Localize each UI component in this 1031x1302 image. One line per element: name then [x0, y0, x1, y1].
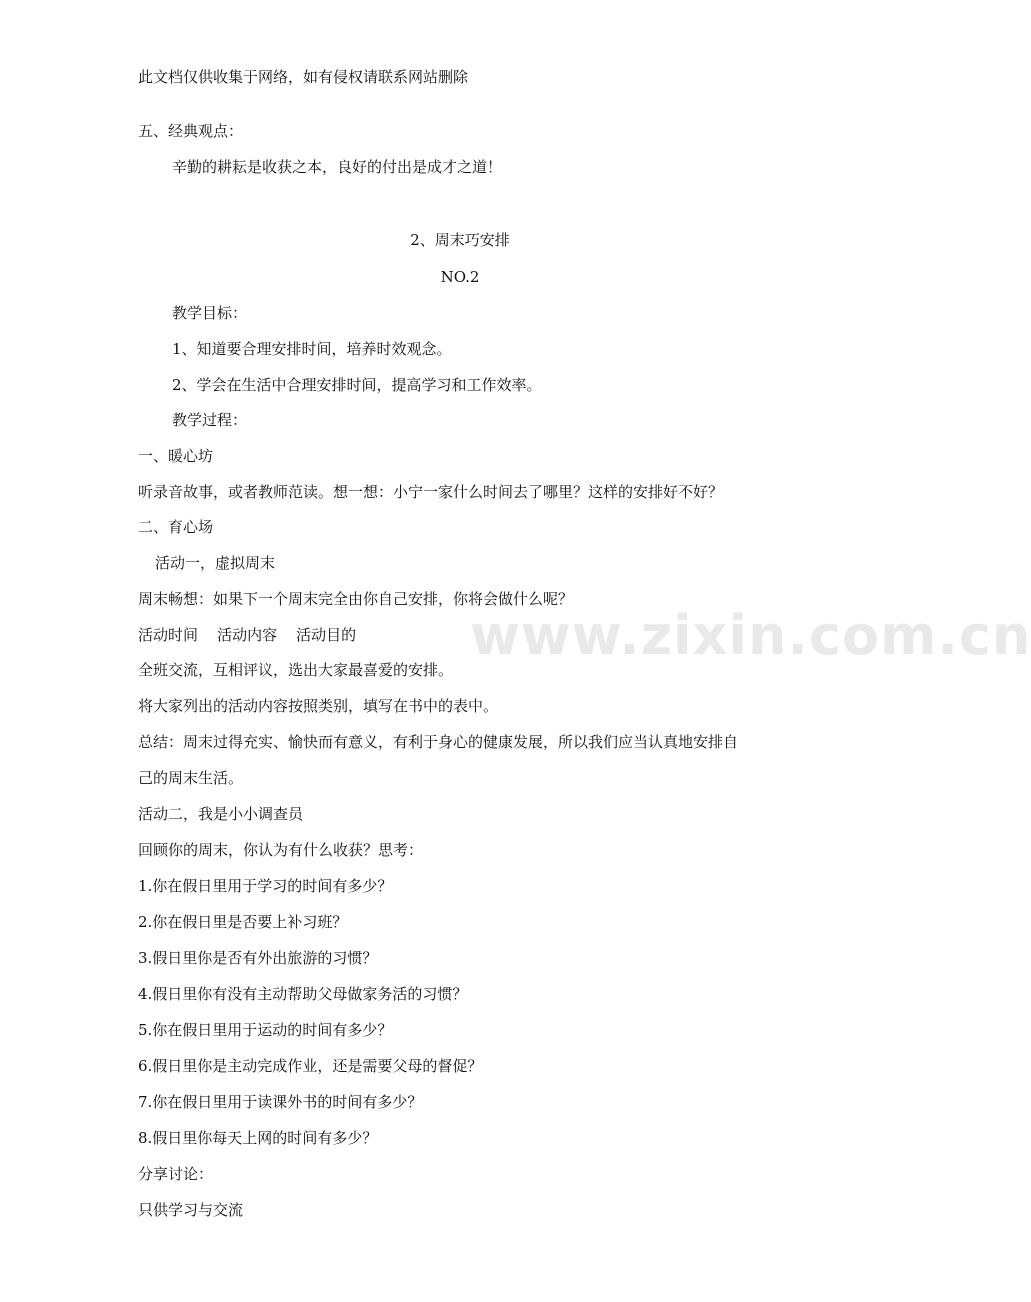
section5-quote: 辛勤的耕耘是收获之本，良好的付出是成才之道！ [172, 158, 503, 176]
header-notice: 此文档仅供收集于网络，如有侵权请联系网站删除 [138, 68, 469, 86]
discussion-label: 分享讨论： [138, 1165, 214, 1183]
exchange-text: 全班交流，互相评议，选出大家最喜爱的安排。 [138, 661, 454, 679]
question-item: 1.你在假日里用于学习的时间有多少？ [138, 877, 393, 895]
goal-item: 1、知道要合理安排时间，培养时效观念。 [172, 340, 452, 358]
question-item: 6.假日里你是主动完成作业，还是需要父母的督促？ [138, 1057, 483, 1075]
part1-text: 听录音故事，或者教师范读。想一想：小宁一家什么时间去了哪里？这样的安排好不好？ [138, 483, 724, 501]
activity-table-header: 活动时间 活动内容 活动目的 [138, 626, 357, 644]
activity2-title: 活动二，我是小小调查员 [138, 805, 304, 823]
classify-text: 将大家列出的活动内容按照类别，填写在书中的表中。 [138, 697, 499, 715]
activity1-prompt: 周末畅想：如果下一个周末完全由你自己安排，你将会做什么呢？ [138, 590, 574, 608]
question-item: 2.你在假日里是否要上补习班？ [138, 913, 348, 931]
watermark: www.zixin.com.cn [470, 604, 1031, 667]
lesson-number: NO.2 [440, 268, 480, 286]
footer-notice: 只供学习与交流 [138, 1201, 244, 1219]
lesson-title: 2、周末巧安排 [410, 231, 510, 249]
question-item: 5.你在假日里用于运动的时间有多少？ [138, 1021, 393, 1039]
question-item: 3.假日里你是否有外出旅游的习惯？ [138, 949, 378, 967]
review-text: 回顾你的周末，你认为有什么收获？思考： [138, 841, 424, 859]
question-item: 4.假日里你有没有主动帮助父母做家务活的习惯？ [138, 985, 468, 1003]
question-item: 8.假日里你每天上网的时间有多少？ [138, 1129, 378, 1147]
summary-line: 总结：周末过得充实、愉快而有意义，有利于身心的健康发展，所以我们应当认真地安排自 [138, 733, 739, 751]
goals-label: 教学目标： [172, 304, 248, 322]
goal-item: 2、学会在生活中合理安排时间，提高学习和工作效率。 [172, 376, 542, 394]
summary-line: 己的周末生活。 [138, 769, 244, 787]
part1-heading: 一、暖心坊 [138, 447, 214, 465]
question-item: 7.你在假日里用于读课外书的时间有多少？ [138, 1093, 423, 1111]
process-label: 教学过程： [172, 411, 248, 429]
part2-heading: 二、育心场 [138, 518, 214, 536]
activity1-title: 活动一，虚拟周末 [155, 554, 276, 572]
section5-heading: 五、经典观点： [138, 122, 244, 140]
